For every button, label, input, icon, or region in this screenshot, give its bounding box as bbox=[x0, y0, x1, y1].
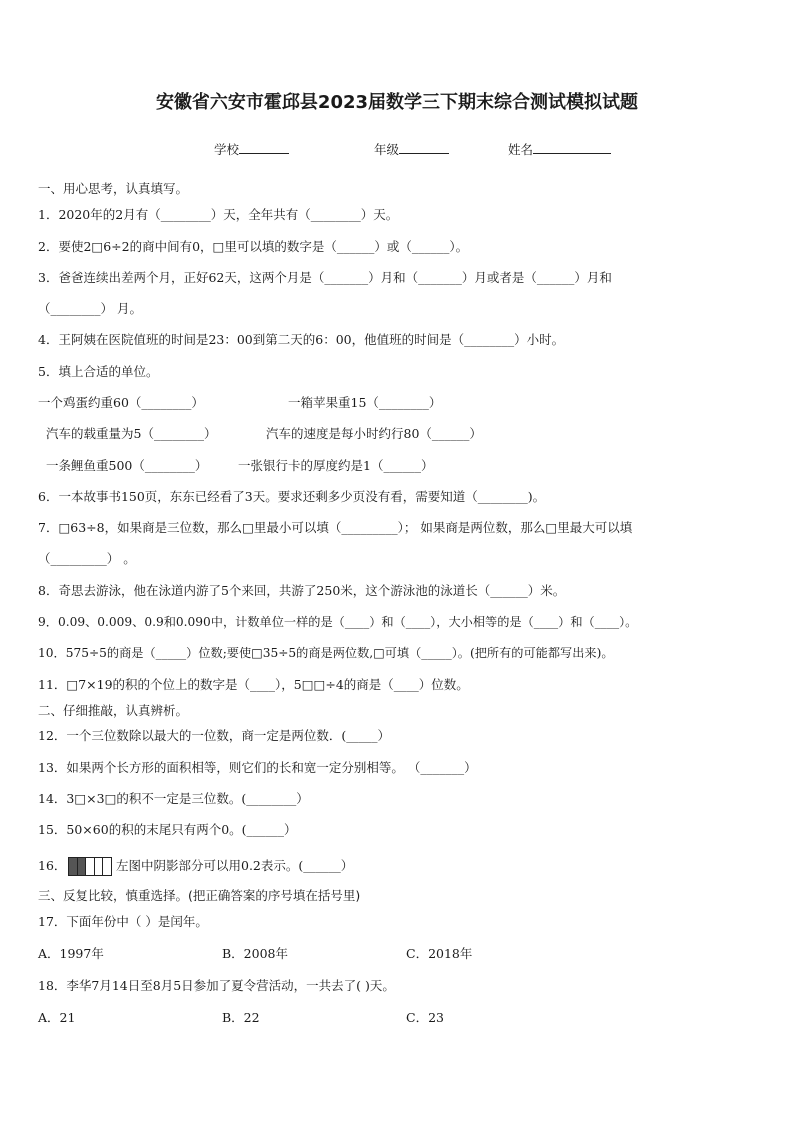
question-3-continued: （________） 月。 bbox=[38, 301, 142, 316]
section-1-heading: 一、用心思考，认真填写。 bbox=[38, 181, 189, 196]
question-15: 15．50×60的积的末尾只有两个0。(______） bbox=[38, 822, 297, 837]
grid-cell bbox=[86, 858, 95, 875]
exam-title: 安徽省六安市霍邱县2023届数学三下期末综合测试模拟试题 bbox=[155, 92, 639, 113]
question-6: 6．一本故事书150页，东东已经看了3天。要求还剩多少页没有看，需要知道（________)。 bbox=[38, 489, 546, 504]
grade-label: 年级 bbox=[374, 142, 400, 157]
grid-cell-shaded bbox=[69, 858, 78, 875]
question-16-text: 左图中阴影部分可以用0.2表示。(______） bbox=[116, 858, 354, 873]
question-5-item-egg: 一个鸡蛋约重60（________） bbox=[38, 395, 204, 410]
question-18-option-c: C．23 bbox=[406, 1010, 444, 1025]
question-10: 10．575÷5的商是（_____）位数;要使□35÷5的商是两位数,□可填（_____）。(把所有的可能都写出来)。 bbox=[38, 646, 614, 660]
grid-cell bbox=[103, 858, 111, 875]
question-5-item-carp: 一条鲤鱼重500（________） bbox=[46, 458, 208, 473]
name-label: 姓名 bbox=[508, 142, 534, 157]
question-1: 1．2020年的2月有（________）天，全年共有（________）天。 bbox=[38, 207, 399, 222]
grade-blank bbox=[399, 141, 449, 154]
question-11: 11．□7×19的积的个位上的数字是（____），5□□÷4的商是（____）位数。 bbox=[38, 677, 469, 692]
question-5-item-bank-card: 一张银行卡的厚度约是1（______） bbox=[238, 458, 434, 473]
question-17: 17．下面年份中（ ）是闰年。 bbox=[38, 914, 208, 929]
question-7-continued: （_________） 。 bbox=[38, 551, 136, 566]
grade-field bbox=[374, 140, 449, 158]
question-8: 8．奇思去游泳，他在泳道内游了5个来回，共游了250米，这个游泳池的泳道长（______）米。 bbox=[38, 583, 566, 598]
question-2: 2．要使2□6÷2的商中间有0，□里可以填的数字是（______）或（______）。 bbox=[38, 239, 469, 254]
question-18: 18．李华7月14日至8月5日参加了夏令营活动，一共去了( )天。 bbox=[38, 978, 395, 993]
section-2-heading: 二、仔细推敲，认真辨析。 bbox=[38, 703, 189, 718]
question-5: 5．填上合适的单位。 bbox=[38, 364, 159, 379]
name-field bbox=[508, 140, 611, 158]
grid-cell-shaded bbox=[78, 858, 87, 875]
question-13: 13．如果两个长方形的面积相等，则它们的长和宽一定分别相等。 （_______） bbox=[38, 760, 477, 775]
name-blank bbox=[533, 141, 611, 154]
school-field bbox=[214, 140, 289, 158]
question-16-number: 16． bbox=[38, 858, 67, 873]
question-3: 3．爸爸连续出差两个月，正好62天，这两个月是（_______）月和（_______）月或者是（______）月和 bbox=[38, 270, 612, 285]
question-18-option-a: A．21 bbox=[38, 1010, 76, 1025]
question-5-item-apples: 一箱苹果重15（________） bbox=[288, 395, 442, 410]
question-17-option-a: A．1997年 bbox=[38, 946, 104, 961]
question-12: 12．一个三位数除以最大的一位数，商一定是两位数．(_____） bbox=[38, 728, 391, 743]
grid-cell bbox=[95, 858, 104, 875]
question-14: 14．3□×3□的积不一定是三位数。(________） bbox=[38, 791, 309, 806]
question-18-option-b: B．22 bbox=[222, 1010, 260, 1025]
question-7: 7．□63÷8，如果商是三位数，那么□里最小可以填（_________）； 如果商是两位数，那么□里最大可以填 bbox=[38, 520, 633, 535]
school-label: 学校 bbox=[214, 142, 240, 157]
question-4: 4．王阿姨在医院值班的时间是23：00到第二天的6：00，他值班的时间是（________）小时。 bbox=[38, 332, 565, 347]
question-5-item-car-speed: 汽车的速度是每小时约行80（______） bbox=[266, 426, 482, 441]
school-blank bbox=[239, 141, 289, 154]
question-9: 9．0.09、0.009、0.9和0.090中，计数单位一样的是（____）和（____），大小相等的是（____）和（____）。 bbox=[38, 615, 638, 629]
section-3-heading: 三、反复比较，慎重选择。(把正确答案的序号填在括号里) bbox=[38, 888, 361, 903]
fraction-grid-figure bbox=[68, 857, 112, 876]
question-5-item-truck-load: 汽车的载重量为5（________） bbox=[46, 426, 217, 441]
question-17-option-b: B．2008年 bbox=[222, 946, 288, 961]
question-17-option-c: C．2018年 bbox=[406, 946, 473, 961]
